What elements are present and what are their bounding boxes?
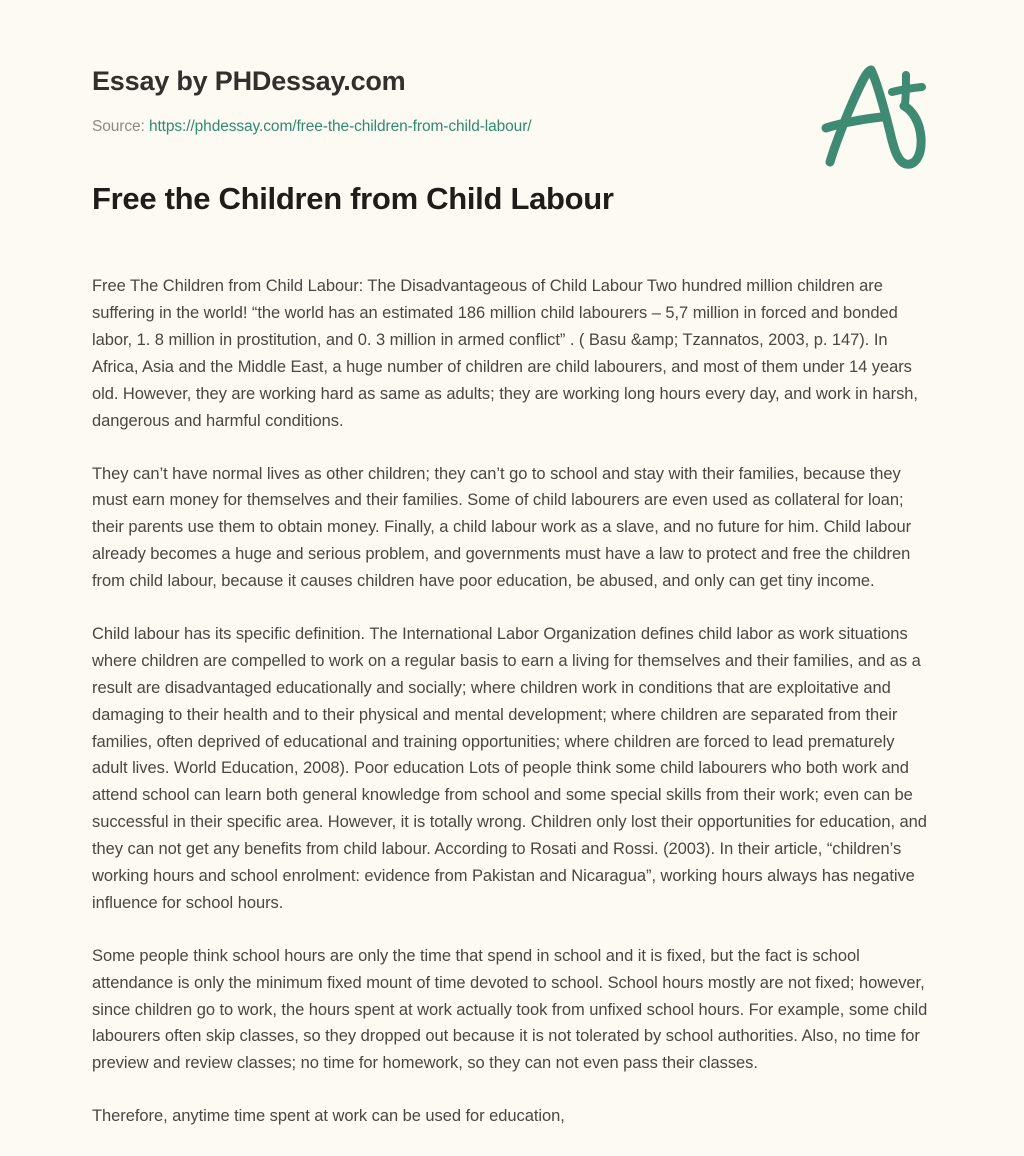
a-plus-logo-icon	[806, 58, 936, 174]
source-url-link[interactable]: https://phdessay.com/free-the-children-from-child-labour/	[148, 118, 532, 135]
paragraph: Therefore, anytime time spent at work can be used for education,	[92, 1107, 565, 1126]
source-line	[92, 118, 531, 136]
essay-paragraphs	[92, 273, 932, 1130]
article-body	[0, 180, 1024, 1156]
brand-title: Essay by PHDessay.com	[92, 66, 406, 96]
title-body-spacer	[92, 217, 932, 273]
source-label: Source:	[92, 118, 145, 135]
paragraph: Free The Children from Child Labour: The Disadvantageous of Child Labour Two hundred million children are suffering in the world! “the world has an estimated 186 million child labourers – 5,7 million in forced and bonded labor, 1. 8 million in prostitution, and 0. 3 million in armed conflict” . ( Basu &amp; Tzannatos, 2003, p. 147). In Africa, Asia and the Middle East, a huge number of children are child labourers, and most of them under 14 years old. However, they are working hard as same as adults; they are working long hours every day, and work in harsh, dangerous and harmful conditions.	[92, 277, 918, 430]
paragraph: Some people think school hours are only the time that spend in school and it is fixed, but the fact is school attendance is only the minimum fixed mount of time devoted to school. School hours mostly are not fixed; however, since children go to work, the hours spent at work actually took from unfixed school hours. For example, some child labourers often skip classes, so they dropped out because it is not tolerated by school authorities. Also, no time for preview and review classes; no time for homework, so they can not even pass their classes.	[92, 946, 928, 1073]
paragraph: Child labour has its specific definition. The International Labor Organization defines child labor as work situations where children are compelled to work on a regular basis to earn a living for themselves and their families, and as a result are disadvantaged educationally and socially; where children work in conditions that are exploitative and damaging to their health and to their physical and mental development; where children are separated from their families, often deprived of educational and training opportunities; where children are forced to lead prematurely adult lives. World Education, 2008). Poor education Lots of people think some child labourers who both work and attend school can learn both general knowledge from school and some special skills from their work; even can be successful in their specific area. However, it is totally wrong. Children only lost their opportunities for education, and they can not get any benefits from child labour. According to Rosati and Rossi. (2003). In their article, “children’s working hours and school enrolment: evidence from Pakistan and Nicaragua”, working hours always has negative influence for school hours.	[92, 624, 927, 912]
page-title: Free the Children from Child Labour	[92, 181, 614, 216]
paragraph: They can’t have normal lives as other children; they can’t go to school and stay with their families, because they must earn money for themselves and their families. Some of child labourers are even used as collateral for loan; their parents use them to obtain money. Finally, a child labour work as a slave, and no future for him. Child labour already becomes a huge and serious problem, and governments must have a law to protect and free the children from child labour, because it causes children have poor education, be abused, and only can get tiny income.	[92, 464, 912, 591]
page-header	[0, 0, 1024, 180]
